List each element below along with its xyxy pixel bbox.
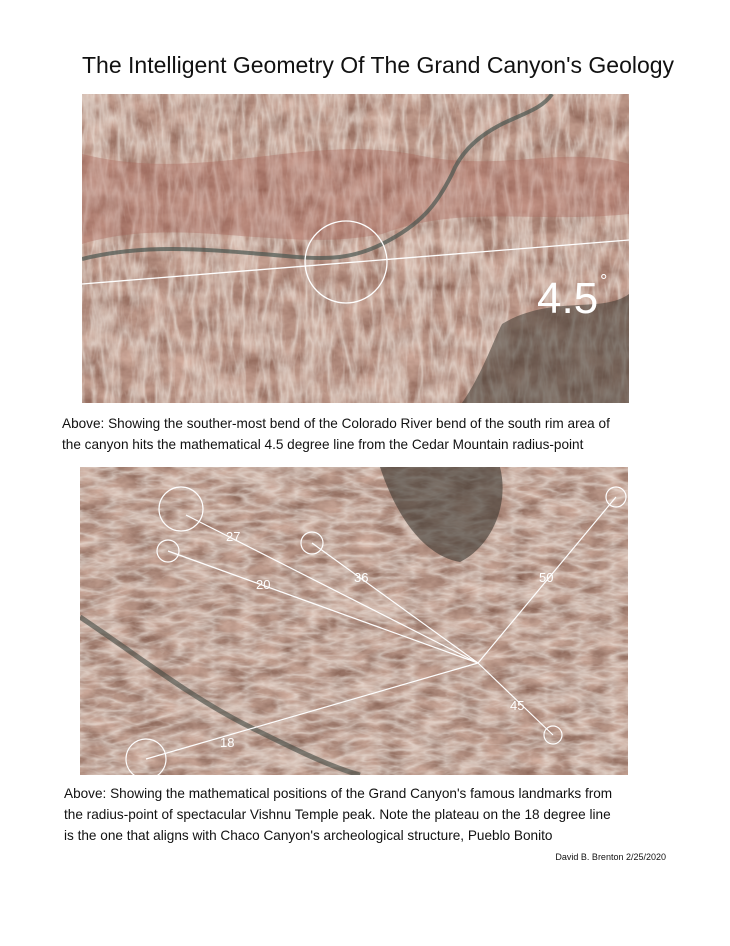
author-signature: David B. Brenton 2/25/2020: [555, 852, 666, 862]
canyon-terrain-image-2: [80, 467, 628, 775]
angle-label-50: 50: [539, 570, 554, 585]
caption-line: is the one that aligns with Chaco Canyon's archeological structure, Pueblo Bonito: [64, 828, 553, 843]
angle-label-27: 27: [226, 529, 241, 544]
angle-label-36: 36: [354, 570, 369, 585]
angle-label-45: 45: [510, 698, 525, 713]
canyon-terrain-image-1: [82, 94, 629, 403]
angle-label-20: 20: [256, 577, 271, 592]
angle-label-18: 18: [220, 735, 235, 750]
caption-line: the radius-point of spectacular Vishnu Temple peak. Note the plateau on the 18 degree line: [64, 807, 611, 822]
angle-label-4-5: 4.5 °: [537, 271, 608, 323]
figure-1-caption: [62, 413, 702, 455]
canyon-satellite-photo-2: [80, 467, 628, 775]
caption-line: the canyon hits the mathematical 4.5 degree line from the Cedar Mountain radius-point: [62, 437, 584, 452]
figure-2-caption: [64, 783, 704, 846]
canyon-satellite-photo-1: [82, 94, 629, 403]
caption-line: Above: Showing the souther-most bend of the Colorado River bend of the south rim area of: [62, 416, 610, 431]
caption-line: Above: Showing the mathematical positions of the Grand Canyon's famous landmarks from: [64, 786, 613, 801]
page-title: The Intelligent Geometry Of The Grand Canyon's Geology: [82, 52, 675, 78]
